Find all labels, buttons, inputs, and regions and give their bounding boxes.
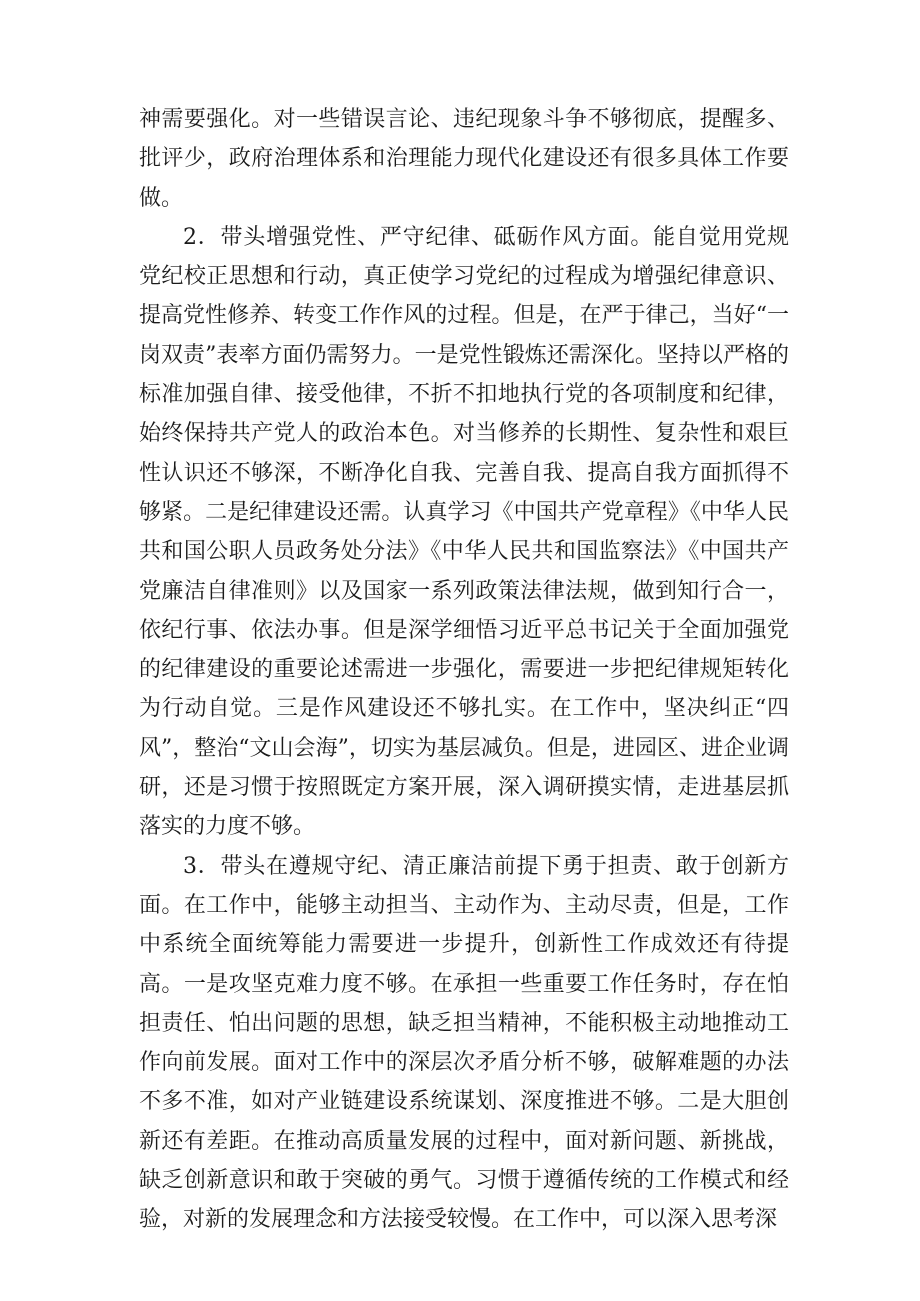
document-body: [139, 100, 789, 1240]
paragraph-continuation: 神需要强化。对一些错误言论、违纪现象斗争不够彻底，提醒多、批评少，政府治理体系和治理能力现代化建设还有很多具体工作要做。: [139, 107, 789, 211]
paragraph-section-3: 3．带头在遵规守纪、清正廉洁前提下勇于担责、敢于创新方面。在工作中，能够主动担当、主动作为、主动尽责，但是，工作中系统全面统筹能力需要进一步提升，创新性工作成效还有待提高。一是攻坚克难力度不够。在承担一些重要工作任务时，存在怕担责任、怕出问题的思想，缺乏担当精神，不能积极主动地推动工作向前发展。面对工作中的深层次矛盾分析不够，破解难题的办法不多不准，如对产业链建设系统谋划、深度推进不够。二是大胆创新还有差距。在推动高质量发展的过程中，面对新问题、新挑战，缺乏创新意识和敢于突破的勇气。习惯于遵循传统的工作模式和经验，对新的发展理念和方法接受较慢。在工作中，可以深入思考深: [139, 853, 789, 1233]
paragraph-section-2: 2．带头增强党性、严守纪律、砥砺作风方面。能自觉用党规党纪校正思想和行动，真正使学习党纪的过程成为增强纪律意识、提高党性修养、转变工作作风的过程。但是，在严于律己，当好“一岗双责”表率方面仍需努力。一是党性锻炼还需深化。坚持以严格的标准加强自律、接受他律，不折不扣地执行党的各项制度和纪律，始终保持共产党人的政治本色。对当修养的长期性、复杂性和艰巨性认识还不够深，不断净化自我、完善自我、提高自我方面抓得不够紧。二是纪律建设还需。认真学习《中国共产党章程》《中华人民共和国公职人员政务处分法》《中华人民共和国监察法》《中国共产党廉洁自律准则》以及国家一系列政策法律法规，做到知行合一，依纪行事、依法办事。但是深学细悟习近平总书记关于全面加强党的纪律建设的重要论述需进一步强化，需要进一步把纪律规矩转化为行动自觉。三是作风建设还不够扎实。在工作中，坚决纠正“四风”，整治“文山会海”，切实为基层减负。但是，进园区、进企业调研，还是习惯于按照既定方案开展，深入调研摸实情，走进基层抓落实的力度不够。: [139, 224, 789, 840]
